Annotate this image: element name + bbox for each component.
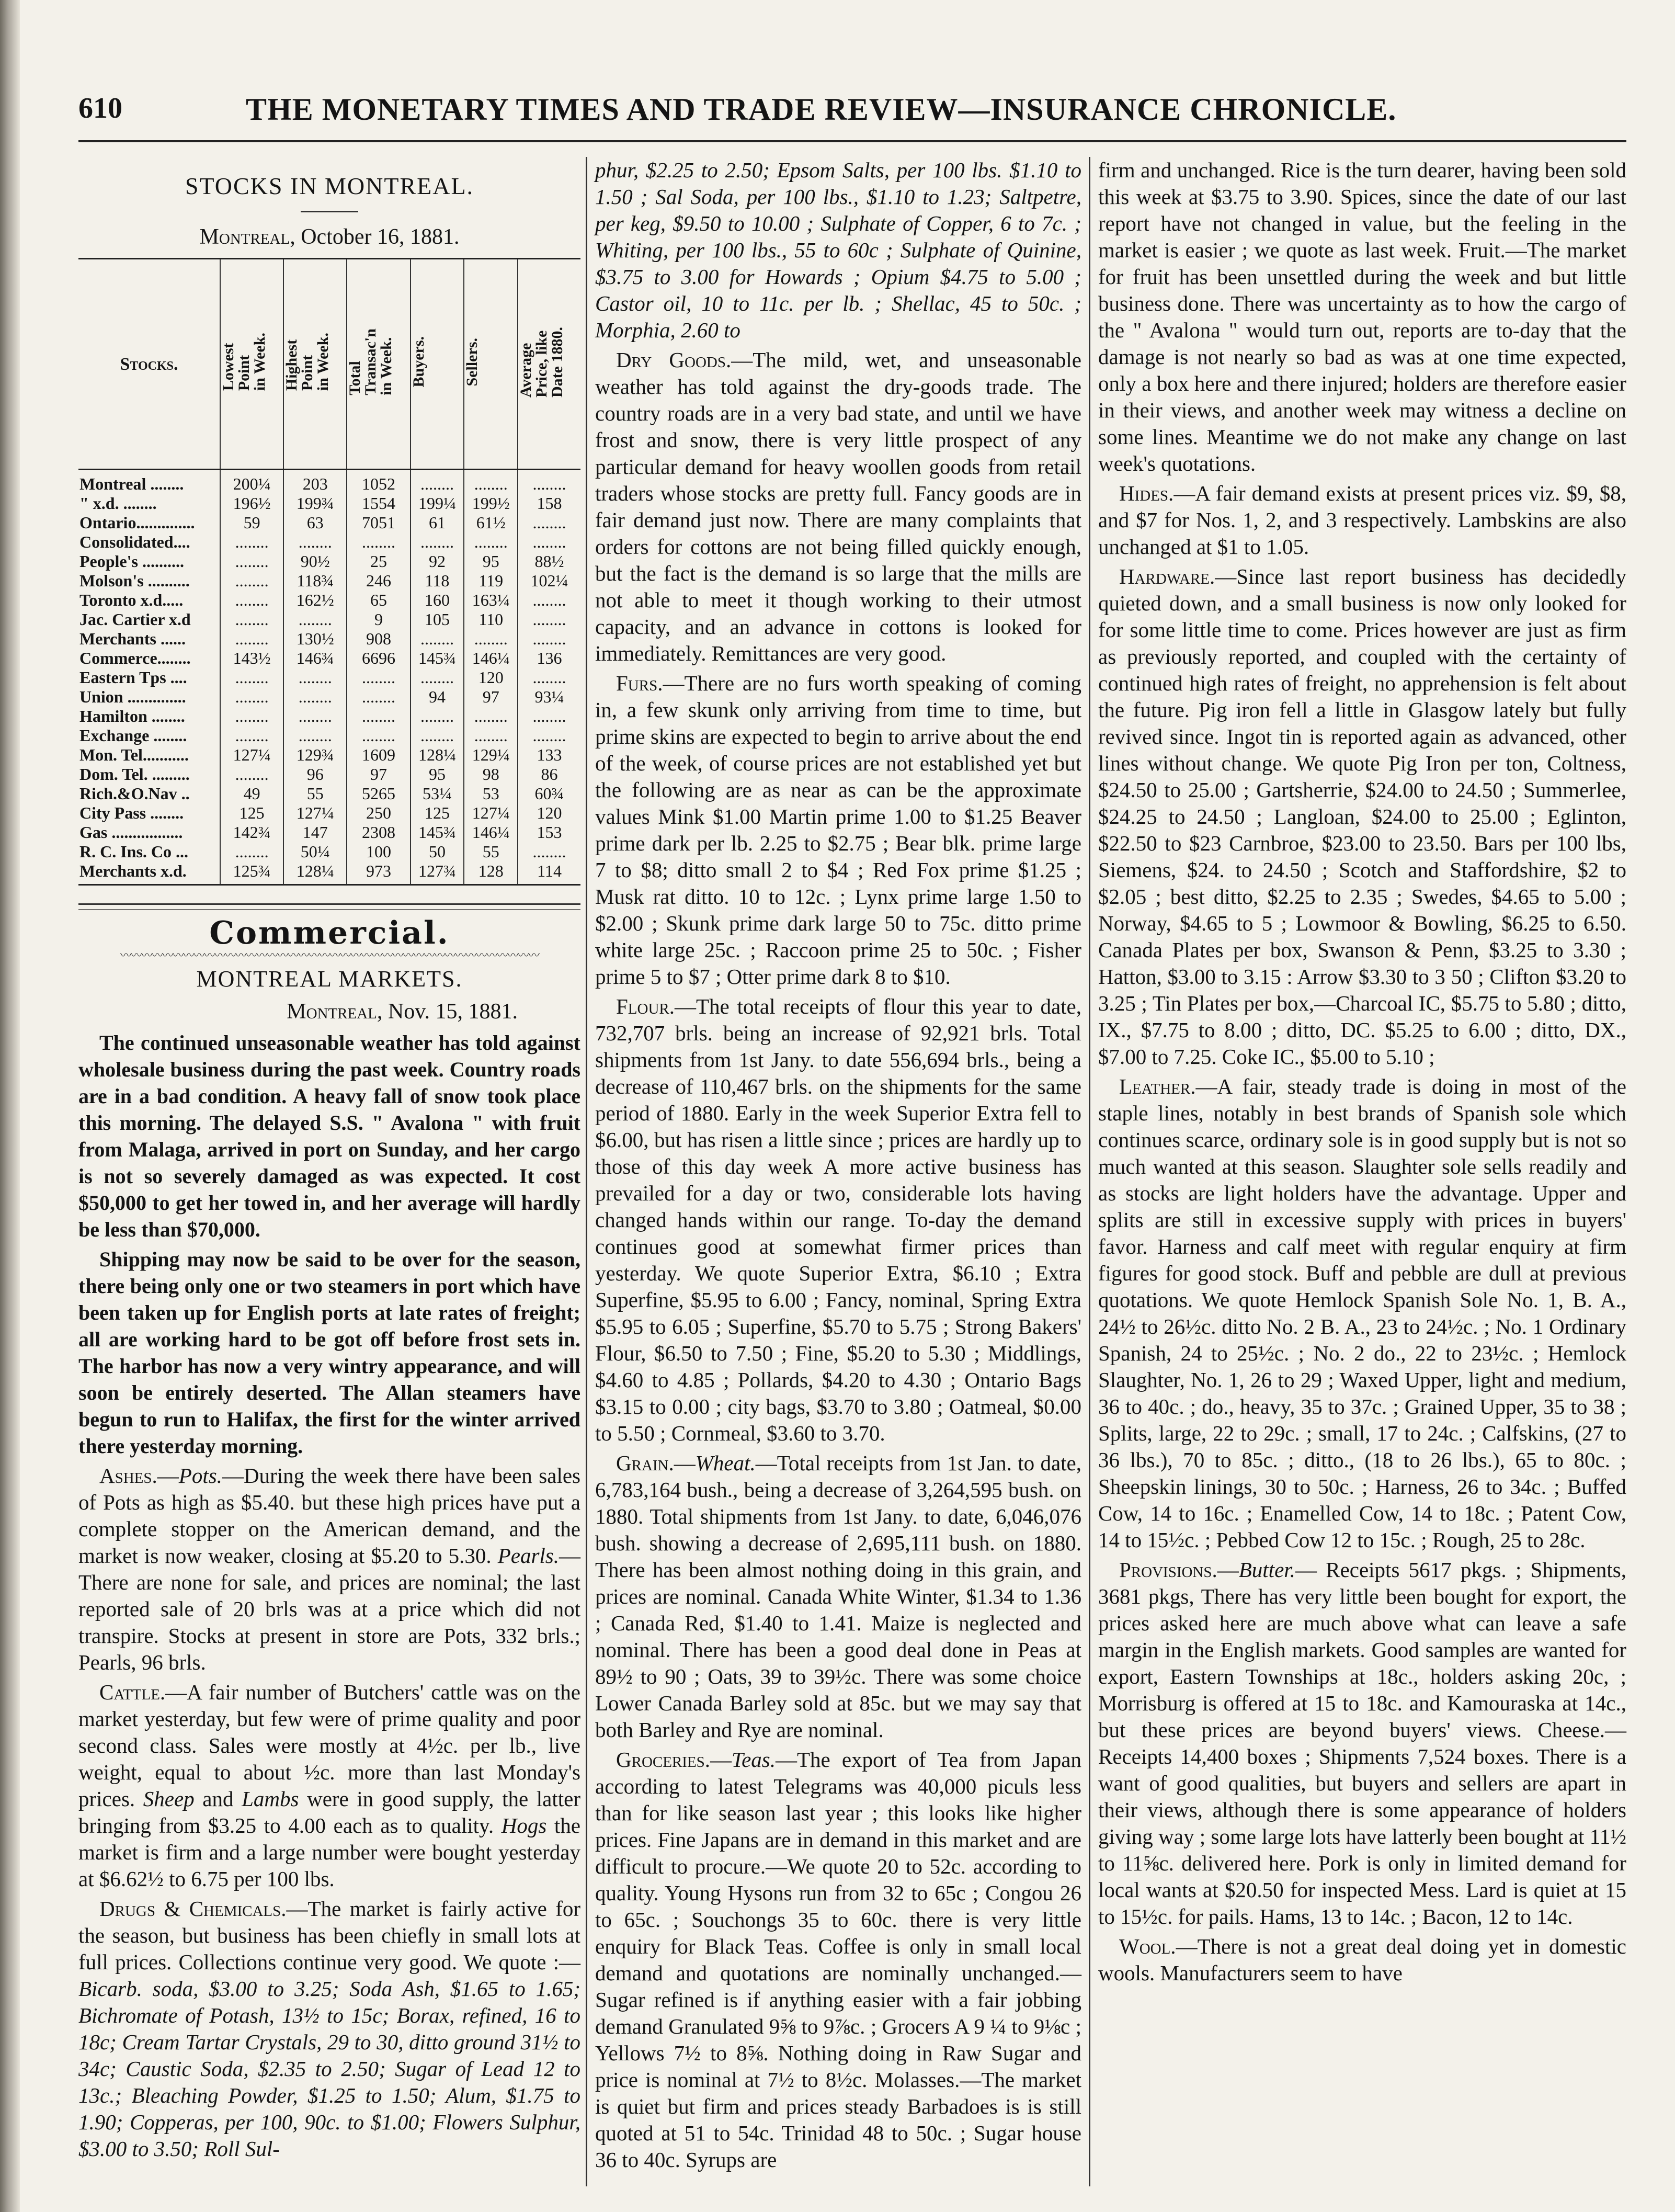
stock-value-cell: 65 (347, 591, 410, 610)
stock-value-cell: 133 (518, 745, 580, 765)
intro-paragraph-2: Shipping may now be said to be over for the season, there being only one or two steamers in port which have been taken up for English ports at late rates of freight; all are working hard to be got off before frost sets in. The harbor has now a very wintry appearance, and will soon be entirely deserted. The Allan steamers have begun to run to Halifax, the first for the winter arrived there yesterday morning. (78, 1247, 580, 1458)
stock-name-cell: Gas ................. (79, 823, 183, 842)
stock-value-cell: ........ (347, 726, 410, 745)
stock-value-cell: ........ (220, 571, 283, 591)
stock-name-cell: Hamilton ........ (79, 707, 185, 725)
hides-paragraph: Hides.—A fair demand exists at present prices viz. $9, $8, and $7 for Nos. 1, 2, and 3 respectively. Lambskins are also unchanged at $1 to 1.05. (1098, 481, 1626, 559)
stock-value-cell: 127¾ (411, 861, 464, 885)
stock-value-cell: 110 (464, 610, 518, 629)
cattle-paragraph: Cattle.—A fair number of Butchers' cattle was on the market yesterday, but few were of prime quality and poor second class. Sales were mostly at 4½c. per lb., live weight, equal to about ½c. more than last Monday's prices. Sheep and Lambs were in good supply, the latter bringing from $3.25 to 4.00 each as to quality. Hogs the market is firm and a large number were bought yesterday at $6.62½ to 6.75 per 100 lbs. (78, 1680, 581, 1891)
grain-paragraph: Grain.—Wheat.—Total receipts from 1st Jan. to date, 6,783,164 bush., being a decrease of 3,264,595 bush. on 1880. Total shipments from 1st Jany. to date, 6,046,076 bush. showing a decrease of 2,695,111 bush. on 1880. There has been almost nothing doing in this grain, and prices are nominal. Canada White Winter, $1.34 to 1.36 ; Canada Red, $1.40 to 1.41. Maize is neglected and nominal. There has been a good deal done in Peas at 89½ to 90 ; Oats, 39 to 39½c. There was some choice Lower Canada Barley sold at 85c. but we may say that both Barley and Rye are nominal. (595, 1451, 1081, 1742)
column-1 (78, 157, 580, 2165)
stocks-row (78, 610, 580, 629)
dry-goods-heading: Dry Goods. (616, 348, 732, 372)
stock-value-cell: 55 (464, 842, 518, 861)
stock-value-cell: 97 (464, 687, 518, 707)
dry-goods-paragraph: Dry Goods.—The mild, wet, and unseasonable weather has told against the dry-goods trade. The country roads are in a very bad state, and until we have frost and snow, there is very little prospect of any particular demand for heavy woollen goods from retail traders whose stocks are pretty full. Fancy goods are in fair demand just now. There are many complaints that orders for cottons are not being filled quickly enough, but the fact is the demand is so large that the mills are not able to meet it though working to their utmost capacity, and an advance in cottons is looked for immediately. Remittances are very good. (595, 348, 1081, 665)
stock-value-cell: ........ (220, 591, 283, 610)
grain-heading: Grain. (616, 1451, 674, 1475)
stock-value-cell: ........ (411, 707, 464, 726)
stocks-row (78, 591, 580, 610)
drugs-continued: phur, $2.25 to 2.50; Epsom Salts, per 100 lbs. $1.10 to 1.50 ; Sal Soda, per 100 lbs., $1.10 to 1.23; Saltpetre, per keg, $9.50 to 10.00 ; Sulphate of Copper, 6 to 7c. ; Whiting, per 100 lbs., 55 to 60c ; Sulphate of Quinine, $3.75 to 3.00 for Howards ; Opium $4.75 to 5.00 ; Castor oil, 10 to 11c. per lb. ; Shellac, 45 to 50c. ; Morphia, 2.60 to (595, 158, 1081, 342)
stock-value-cell: 50¼ (283, 842, 347, 861)
title-rule (301, 211, 358, 212)
stock-value-cell: 145¾ (411, 649, 464, 668)
groceries-paragraph: Groceries.—Teas.—The export of Tea from Japan according to latest Telegrams was 40,000 piculs less than for like season last year ; this looks like higher prices. Fine Japans are in demand in this market and are difficult to procure.—We quote 20 to 52c. according to quality. Young Hysons run from 32 to 65c ; Congou 26 to 65c. ; Souchongs 35 to 60c. there is very little enquiry for Black Teas. Coffee is only in small local demand and quotations are nominally unchanged.—Sugar refined is if anything easier with a fair jobbing demand Granulated 9⅝ to 9⅞c. ; Grocers A 9 ¼ to 9⅛c ; Yellows 7½ to 8⅝. Nothing doing in Raw Sugar and price is nominal at 7½ to 8½c. Molasses.—The market is quiet but firm and prices steady Barbadoes is is still quoted at 51 to 54c. Trinidad 48 to 50c. ; Sugar house 36 to 40c. Syrups are (595, 1748, 1081, 2172)
stock-value-cell: 102¼ (518, 571, 580, 591)
stocks-row (78, 861, 580, 885)
column-rule-2 (1089, 157, 1090, 2186)
stock-value-cell: 120 (518, 803, 580, 823)
stocks-row (78, 532, 580, 552)
stocks-row (78, 842, 580, 861)
stock-value-cell: ........ (220, 726, 283, 745)
stock-value-cell: ........ (518, 591, 580, 610)
stock-value-cell: 196½ (220, 494, 283, 513)
stock-value-cell: 97 (347, 765, 410, 784)
intro-paragraph-1: The continued unseasonable weather has told against wholesale business during the past week. Country roads are in a bad condition. A heavy fall of snow took place this morning. The delayed S.S. " Avalona " with fruit from Malaga, arrived in port on Sunday, and her cargo is not so severely damaged as was expected. It cost $50,000 to get her towed in, and her average will hardly be less than $70,000. (78, 1031, 580, 1241)
page-header (78, 92, 1626, 133)
stocks-dateline (78, 224, 580, 251)
stocks-body (78, 470, 580, 885)
stock-value-cell: 88½ (518, 552, 580, 571)
stock-value-cell: ........ (347, 707, 410, 726)
stock-value-cell: 49 (220, 784, 283, 803)
stock-value-cell: ........ (220, 668, 283, 687)
stock-value-cell: 129¼ (464, 745, 518, 765)
stock-value-cell: 2308 (347, 823, 410, 842)
stock-value-cell: 90½ (283, 552, 347, 571)
stock-value-cell: ........ (411, 470, 464, 494)
stock-value-cell: 128 (464, 861, 518, 885)
stocks-row (78, 726, 580, 745)
stock-value-cell: 163¼ (464, 591, 518, 610)
stock-value-cell: 199½ (464, 494, 518, 513)
stocks-row (78, 470, 580, 494)
stock-value-cell: 199¼ (411, 494, 464, 513)
column-rule-1 (586, 157, 587, 2186)
col-header-sellers: Sellers. (464, 259, 518, 470)
hides-heading: Hides. (1119, 481, 1174, 505)
stock-value-cell: 146¼ (464, 823, 518, 842)
stock-value-cell: ........ (283, 610, 347, 629)
stock-value-cell: 128¼ (411, 745, 464, 765)
stock-name-cell: Molson's .......... (79, 571, 190, 590)
stock-value-cell: 162½ (283, 591, 347, 610)
furs-paragraph: Furs.—There are no furs worth speaking of coming in, a few skunk only arriving from time to time, but prime skins are expected to begin to arrive about the end of the week, of course prices are not established yet but the following are as near as can be the approximate values Mink $1.00 Martin prime 1.00 to $1.25 Beaver prime dark per lb. 2.25 to $2.75 ; Bear blk. prime large 7 to $8; ditto small 2 to $4 ; Red Fox prime $1.25 ; Musk rat ditto. 10 to 12c. ; Lynx prime large 1.50 to $2.00 ; Skunk prime dark large 50 to 75c. ditto prime white large 25c. ; Raccoon prime 25 to 50c. ; Fisher prime 5 to $7 ; Otter prime dark 8 to $10. (595, 671, 1081, 989)
column-2 (595, 157, 1081, 2176)
stocks-table (78, 258, 580, 886)
stock-value-cell: ........ (518, 610, 580, 629)
stock-value-cell: 146¾ (283, 649, 347, 668)
col-header-total: Total Transac'n in Week. (347, 259, 410, 470)
drugs-heading: Drugs & Chemicals. (99, 1897, 287, 1921)
stock-value-cell: 118 (411, 571, 464, 591)
stock-value-cell: ........ (518, 470, 580, 494)
stock-value-cell: 53¼ (411, 784, 464, 803)
col-header-lowest: Lowest Point in Week. (220, 259, 283, 470)
stock-value-cell: ........ (411, 532, 464, 552)
column-3 (1098, 157, 1626, 1990)
stock-name-cell: R. C. Ins. Co ... (79, 842, 189, 861)
section-rule-thin (78, 909, 580, 910)
stock-value-cell: ........ (518, 842, 580, 861)
stock-name-cell: Jac. Cartier x.d (79, 610, 191, 629)
leather-paragraph: Leather.—A fair, steady trade is doing in most of the staple lines, notably in best brands of Spanish sole which continues scarce, ordinary sole is in good supply but is not so much wanted at this season. Slaughter sole sells readily and as stocks are light holders have the advantage. Upper and splits are still in excessive supply with prices in buyers' favor. Harness and calf meet with regular enquiry at firm figures for good stock. Buff and pebble are dull at previous quotations. We quote Hemlock Spanish Sole No. 1, B. A., 24½ to 26½c. ditto No. 2 B. A., 23 to 24½c. ; No. 1 Ordinary Spanish, 24 to 25½c. ; No. 2 do., 22 to 23½c. ; Hemlock Slaughter, No. 1, 26 to 29 ; Waxed Upper, light and medium, 36 to 40c. ; do., heavy, 35 to 37c. ; Grained Upper, 35 to 38 ; Splits, large, 22 to 29c. ; small, 17 to 24c. ; Calfskins, (27 to 36 lbs.), 70 to 85c. ; ditto., (18 to 26 lbs.), 65 to 80c. ; Sheepskin linings, 30 to 50c. ; Harness, 26 to 34c. ; Buffed Cow, 14 to 16c. ; Enamelled Cow, 14 to 18c. ; Patent Cow, 14 to 15½c. ; Pebbed Cow 12 to 15c. ; Rough, 25 to 28c. (1098, 1074, 1626, 1552)
stock-value-cell: 98 (464, 765, 518, 784)
stock-value-cell: ........ (220, 765, 283, 784)
ashes-paragraph: Ashes.—Pots.—During the week there have been sales of Pots as high as $5.40. but these high prices have put a complete stopper on the American demand, and the market is now weaker, closing at $5.20 to 5.30. Pearls.—There are none for sale, and prices are nominal; the last reported sale of 20 brls was at a price which did not transpire. Stocks at present in store are Pots, 332 brls.; Pearls, 96 brls. (78, 1464, 581, 1674)
stocks-row (78, 803, 580, 823)
stock-value-cell: 55 (283, 784, 347, 803)
markets-dateline-date: , Nov. 15, 1881. (377, 1000, 518, 1024)
stock-name-cell: Commerce........ (79, 649, 191, 667)
stocks-row (78, 571, 580, 591)
markets-dateline (78, 999, 580, 1025)
stock-value-cell: 250 (347, 803, 410, 823)
groceries-continued: firm and unchanged. Rice is the turn dearer, having been sold this week at $3.75 to 3.90. Spices, since the date of our last report have not changed in value, but the feeling in the market is easier ; we quote as last week. Fruit.—The market for fruit has been unsettled during the week and but little business done. There was uncertainty as to how the cargo of the " Avalona " would turn out, reports are to-day that the damage is not nearly so bad as was at one time expected, only a box here and there injured; holders are therefore easier in their views, and another week may witness a decline on some lines. Meantime we do not make any change on last week's quotations. (1098, 158, 1626, 475)
stock-value-cell: ........ (518, 629, 580, 649)
stock-value-cell: ........ (411, 629, 464, 649)
cattle-heading: Cattle. (99, 1680, 166, 1704)
stocks-row (78, 745, 580, 765)
stock-value-cell: 53 (464, 784, 518, 803)
col-header-average: Average Price, like Date 1880. (518, 259, 580, 470)
stock-value-cell: ........ (464, 470, 518, 494)
stock-value-cell: 160 (411, 591, 464, 610)
stock-name-cell: Exchange ........ (79, 726, 187, 745)
stock-value-cell: ........ (464, 629, 518, 649)
stock-value-cell: 1554 (347, 494, 410, 513)
stock-value-cell: ........ (283, 707, 347, 726)
stock-value-cell: ........ (347, 668, 410, 687)
markets-dateline-city: Montreal (287, 1000, 377, 1024)
stock-value-cell: 114 (518, 861, 580, 885)
stock-value-cell: ........ (518, 532, 580, 552)
stock-value-cell: 61 (411, 513, 464, 532)
ashes-heading: Ashes. (99, 1464, 157, 1488)
leather-heading: Leather. (1119, 1074, 1196, 1098)
stock-value-cell: 146¼ (464, 649, 518, 668)
wool-paragraph: Wool.—There is not a great deal doing yet in domestic wools. Manufacturers seem to have (1098, 1934, 1626, 1985)
stock-value-cell: ........ (283, 687, 347, 707)
page-number: 610 (78, 92, 122, 124)
col-header-buyers: Buyers. (411, 259, 464, 470)
stocks-row (78, 629, 580, 649)
stock-value-cell: 142¾ (220, 823, 283, 842)
stock-value-cell: 60¾ (518, 784, 580, 803)
binding-edge (0, 0, 20, 2212)
stock-name-cell: Merchants x.d. (78, 861, 220, 885)
stocks-row (78, 494, 580, 513)
stock-value-cell: 145¾ (411, 823, 464, 842)
stock-value-cell: 59 (220, 513, 283, 532)
stocks-title: STOCKS IN MONTREAL. (185, 173, 474, 199)
stock-value-cell: 92 (411, 552, 464, 571)
stock-value-cell: 105 (411, 610, 464, 629)
stock-value-cell: 93¼ (518, 687, 580, 707)
stock-value-cell: 1052 (347, 470, 410, 494)
stock-value-cell: ........ (283, 726, 347, 745)
stocks-dateline-city: Montreal (199, 225, 290, 249)
flour-paragraph: Flour.—The total receipts of flour this year to date, 732,707 brls. being an increase of 92,921 brls. Total shipments from 1st Jany. to date 556,694 brls., being a decrease of 110,467 brls. on the shipments for the same period of 1880. Early in the week Superior Extra fell to $6.00, but has risen a little since ; prices are hardly up to those of this day week A more active business has prevailed for a day or two, considerable lots having changed hands within our range. To-day the demand continues good at somewhat firmer prices than yesterday. We quote Superior Extra, $6.10 ; Extra Superfine, $5.95 to 6.00 ; Fancy, nominal, Spring Extra $5.95 to 6.05 ; Superfine, $5.70 to 5.75 ; Strong Bakers' Flour, $6.50 to 7.50 ; Fine, $5.20 to 5.30 ; Middlings, $4.60 to 4.85 ; Pollards, $4.20 to 4.30 ; Ontario Bags $3.15 to 0.00 ; city bags, $3.70 to 3.80 ; Oatmeal, $0.00 to 5.50 ; Cornmeal, $3.60 to 3.70. (595, 994, 1081, 1445)
groceries-heading: Groceries. (616, 1748, 711, 1772)
stock-value-cell: 130½ (283, 629, 347, 649)
stock-value-cell: 63 (283, 513, 347, 532)
ashes-subhead: Pots. (178, 1464, 222, 1488)
stock-value-cell: 95 (411, 765, 464, 784)
stocks-dateline-date: , October 16, 1881. (290, 225, 460, 249)
stock-value-cell: 129¾ (283, 745, 347, 765)
stock-value-cell: ........ (220, 532, 283, 552)
stock-value-cell: 96 (283, 765, 347, 784)
stock-value-cell: ........ (220, 629, 283, 649)
stock-value-cell: ........ (283, 668, 347, 687)
stock-name-cell: Eastern Tps .... (79, 668, 187, 687)
stock-name-cell: Rich.&O.Nav .. (79, 784, 190, 803)
stock-value-cell: 973 (347, 861, 410, 885)
hardware-paragraph: Hardware.—Since last report business has decidedly quieted down, and a small business is now only looked for for some little time to come. Prices however are just as firm as previously reported, and coupled with the certainty of continued high rates of freight, no apprehension is felt about the future. Pig iron fell a little in Glasgow lately but fully revived since. Ingot tin is reported again as advanced, other lines without change. We quote Pig Iron per ton, Coltness, $24.50 to 25.00 ; Gartsherrie, $24.00 to 24.50 ; Summerlee, $24.25 to 24.50 ; Langloan, $24.00 to 25.00 ; Eglinton, $22.50 to $23 Carnbroe, $23.00 to 23.50. Bars per 100 lbs, Siemens, $24. to 24.50 ; Scotch and Staffordshire, $2 to $2.05 ; best ditto, $2.25 to 2.35 ; Swedes, $4.65 to 5.00 ; Norway, $4.65 to 5 ; Lowmoor & Bowling, $6.25 to 6.50. Canada Plates per box, Swanson & Penn, $3.25 to 3.30 ; Hatton, $3.00 to 3.15 : Arrow $3.30 to 3 50 ; Clifton $3.20 to 3.25 ; Tin Plates per box,—Charcoal IC, $5.75 to 5.80 ; ditto, IX., $7.75 to 8.00 ; ditto, DC. $5.25 to 6.00 ; ditto, DX., $7.00 to 7.25. Coke IC., $5.00 to 5.10 ; (1098, 564, 1626, 1069)
stock-value-cell: 153 (518, 823, 580, 842)
furs-heading: Furs. (616, 671, 663, 695)
stock-value-cell: 127¼ (464, 803, 518, 823)
commercial-intro (78, 1029, 580, 1459)
provisions-paragraph: Provisions.—Butter.— Receipts 5617 pkgs. ; Shipments, 3681 pkgs, There has very little been bought for export, the prices asked here are much above what can leave a safe margin in the English markets. Good samples are wanted for export, Eastern Townships at 18c., holders asking 20c, ; Morrisburg is offered at 15 to 18c. and Kamouraska at 14c., but these prices are beyond buyers' views. Cheese.—Receipts 14,400 boxes ; Shipments 7,524 boxes. There is a want of good qualities, but buyers and sellers are apart in their views, although there is some appearance of holders giving way ; some large lots have latterly been bought at 11½ to 11⅝c. delivered here. Pork is only in limited demand for local wants at $20.50 for inspected Mess. Lard is quiet at 15 to 15½c. for pails. Hams, 13 to 14c. ; Bacon, 12 to 14c. (1098, 1558, 1626, 1929)
stock-name-cell: Mon. Tel........... (79, 745, 189, 764)
stock-value-cell: 7051 (347, 513, 410, 532)
stock-value-cell: 25 (347, 552, 410, 571)
col-header-stocks: Stocks. (78, 259, 220, 470)
stock-value-cell: 50 (411, 842, 464, 861)
stock-name-cell: " x.d. ........ (79, 494, 157, 513)
stock-value-cell: ........ (347, 532, 410, 552)
stock-value-cell: ........ (518, 668, 580, 687)
drugs-paragraph: Drugs & Chemicals.—The market is fairly active for the season, but business has been chiefly in small lots at full prices. Collections continue very good. We quote :—Bicarb. soda, $3.00 to 3.25; Soda Ash, $1.65 to 1.65; Bichromate of Potash, 13½ to 15c; Borax, refined, 16 to 18c; Cream Tartar Crystals, 29 to 30, ditto ground 31½ to 34c; Caustic Soda, $2.35 to 2.50; Sugar of Lead 12 to 13c.; Bleaching Powder, $1.25 to 1.50; Alum, $1.75 to 1.90; Copperas, per 100, 90c. to $1.00; Flowers Sulphur, $3.00 to 3.50; Roll Sul- (78, 1897, 581, 2161)
stock-value-cell: 61½ (464, 513, 518, 532)
hardware-heading: Hardware. (1119, 564, 1215, 588)
stock-value-cell: 246 (347, 571, 410, 591)
stock-value-cell: 136 (518, 649, 580, 668)
stock-value-cell: 100 (347, 842, 410, 861)
masthead-title: THE MONETARY TIMES AND TRADE REVIEW—INSURANCE CHRONICLE. (246, 92, 1397, 127)
wool-heading: Wool. (1119, 1934, 1176, 1958)
stock-name-cell: Union .............. (79, 687, 186, 706)
stock-name-cell: Ontario.............. (79, 513, 195, 532)
stocks-row (78, 823, 580, 842)
provisions-heading: Provisions. (1119, 1558, 1217, 1582)
stocks-row (78, 765, 580, 784)
stock-value-cell: ........ (220, 552, 283, 571)
flour-heading: Flour. (616, 994, 675, 1018)
stock-value-cell: 908 (347, 629, 410, 649)
wavy-rule: 〰〰〰〰〰〰〰〰〰〰〰〰〰〰〰〰〰〰〰〰〰〰〰〰〰〰〰〰〰〰〰〰〰〰〰〰〰〰〰〰 (120, 950, 539, 961)
stock-value-cell: 127¼ (220, 745, 283, 765)
stock-value-cell: 86 (518, 765, 580, 784)
stock-value-cell: 128¼ (283, 861, 347, 885)
stock-value-cell: 125 (220, 803, 283, 823)
stock-name-cell: Merchants ...... (79, 629, 186, 648)
stock-value-cell: 5265 (347, 784, 410, 803)
stock-value-cell: 9 (347, 610, 410, 629)
stock-value-cell: 125 (411, 803, 464, 823)
stock-value-cell: ........ (220, 610, 283, 629)
stock-value-cell: 125¾ (220, 861, 283, 885)
stock-value-cell: ........ (220, 687, 283, 707)
stocks-row (78, 649, 580, 668)
stock-value-cell: 199¾ (283, 494, 347, 513)
col-header-highest: Highest Point in Week. (283, 259, 347, 470)
header-rule (78, 140, 1626, 142)
stock-value-cell: 147 (283, 823, 347, 842)
stock-value-cell: 95 (464, 552, 518, 571)
stock-value-cell: ........ (220, 842, 283, 861)
stock-value-cell: 1609 (347, 745, 410, 765)
stock-value-cell: ........ (411, 668, 464, 687)
stock-value-cell: 127¼ (283, 803, 347, 823)
stock-value-cell: 203 (283, 470, 347, 494)
stock-value-cell: 94 (411, 687, 464, 707)
stocks-row (78, 668, 580, 687)
stock-value-cell: 158 (518, 494, 580, 513)
commercial-heading: Commercial. (209, 915, 450, 951)
stock-value-cell: 6696 (347, 649, 410, 668)
stock-value-cell: 143½ (220, 649, 283, 668)
stocks-row (78, 687, 580, 707)
markets-title: MONTREAL MARKETS. (196, 966, 463, 992)
stocks-row (78, 552, 580, 571)
stocks-row (78, 707, 580, 726)
stock-value-cell: ........ (518, 513, 580, 532)
stock-name-cell: People's .......... (79, 552, 184, 571)
stock-name-cell: Dom. Tel. ......... (79, 765, 190, 784)
stock-value-cell: ........ (411, 726, 464, 745)
stock-value-cell: 118¾ (283, 571, 347, 591)
stock-name-cell: Consolidated.... (79, 532, 190, 551)
stock-value-cell: ........ (518, 707, 580, 726)
stock-value-cell: 120 (464, 668, 518, 687)
stock-value-cell: ........ (464, 707, 518, 726)
stock-value-cell: ........ (283, 532, 347, 552)
stocks-header-row (78, 259, 580, 470)
stock-value-cell: ........ (220, 707, 283, 726)
stock-name-cell: City Pass ........ (79, 803, 184, 822)
section-rule (78, 903, 580, 905)
stock-value-cell: 119 (464, 571, 518, 591)
stock-value-cell: ........ (347, 687, 410, 707)
stock-value-cell: ........ (464, 726, 518, 745)
stock-value-cell: 200¼ (220, 470, 283, 494)
stock-value-cell: ........ (464, 532, 518, 552)
stock-name-cell: Toronto x.d..... (79, 591, 184, 609)
stocks-row (78, 784, 580, 803)
stock-value-cell: ........ (518, 726, 580, 745)
stock-name-cell: Montreal ........ (79, 474, 184, 493)
stocks-row (78, 513, 580, 532)
